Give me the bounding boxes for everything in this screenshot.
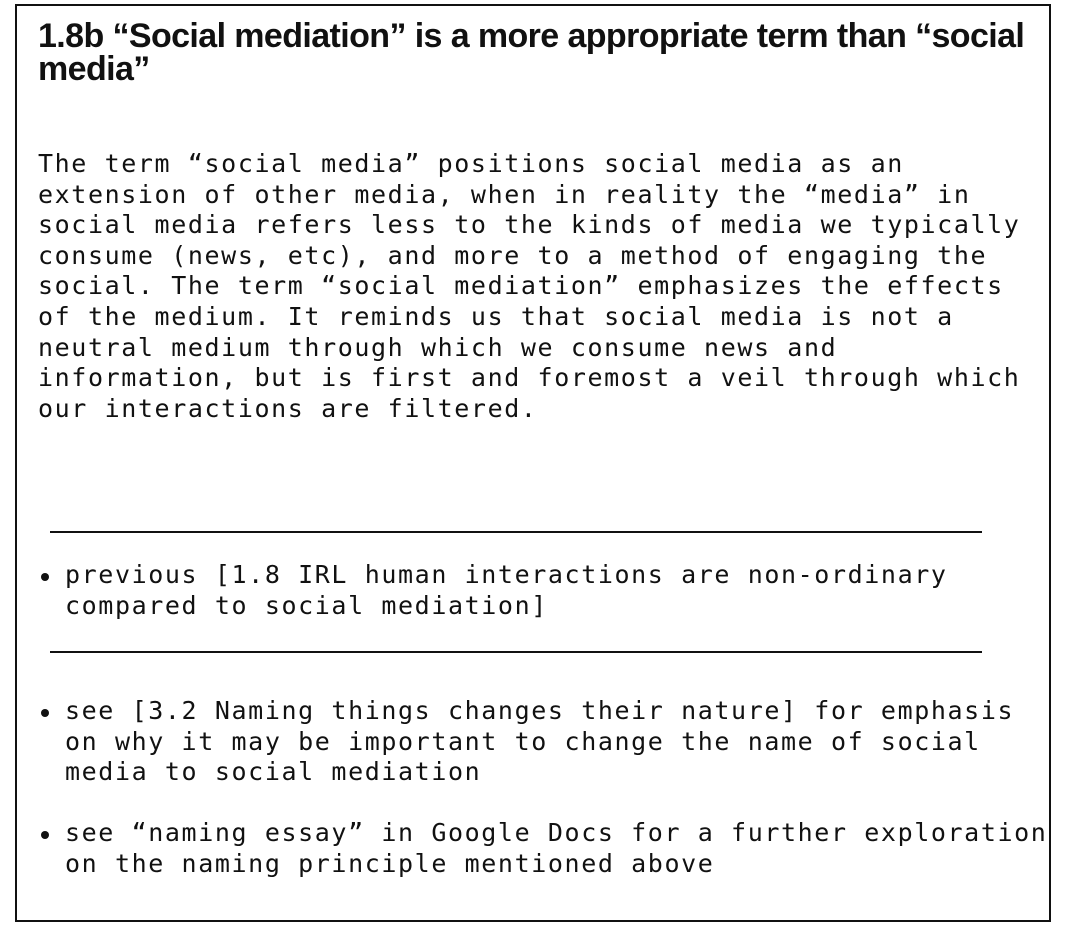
divider-bottom bbox=[50, 651, 982, 653]
bullet-icon bbox=[41, 573, 49, 581]
body-line: neutral medium through which we consume news and bbox=[38, 332, 838, 362]
divider-top bbox=[50, 531, 982, 533]
body-line: our interactions are filtered. bbox=[38, 393, 538, 423]
body-line: information, but is first and foremost a veil through which bbox=[38, 363, 1021, 393]
link-text[interactable]: see “naming essay” in Google Docs for a further exploration on the naming principle mentioned above bbox=[65, 818, 1048, 878]
note-card bbox=[15, 4, 1051, 922]
bullet-icon bbox=[41, 709, 49, 717]
link-text[interactable]: previous [1.8 IRL human interactions are non-ordinary compared to social mediation] bbox=[65, 560, 948, 620]
note-body bbox=[38, 149, 1038, 424]
body-line: social media refers less to the kinds of media we typically bbox=[38, 210, 1021, 240]
body-line: The term “social media” positions social media as an bbox=[38, 149, 904, 178]
body-line: of the medium. It reminds us that social media is not a bbox=[38, 301, 954, 331]
body-line: consume (news, etc), and more to a method of engaging the bbox=[38, 240, 988, 270]
body-line: extension of other media, when in reality the “media” in bbox=[38, 179, 971, 209]
bullet-icon bbox=[41, 831, 49, 839]
note-title: 1.8b “Social mediation” is a more appropriate term than “social media” bbox=[38, 17, 1025, 88]
body-line: social. The term “social mediation” emphasizes the effects bbox=[38, 271, 1004, 301]
link-text[interactable]: see [3.2 Naming things changes their nature] for emphasis on why it may be important to change the name of social media to social mediation bbox=[65, 696, 1015, 787]
